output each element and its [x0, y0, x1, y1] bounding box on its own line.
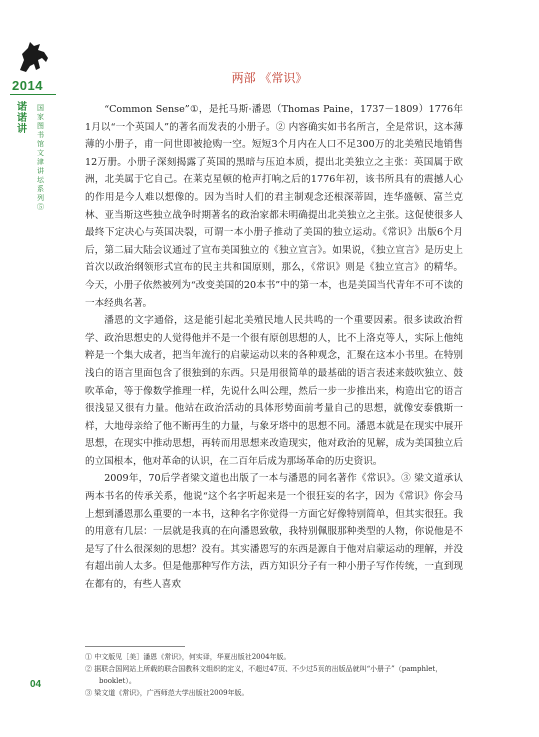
- paragraph: “Common Sense”①，是托马斯·潘恩（Thomas Paine，1737－1809）1776年1月以“一个英国人”的著名而发表的小册子。② 内容确实如书名所言，全是常识，这本薄薄的小册子，甫一问世即被抢购一空。短短3个月内在人口不足300万的北美殖民地销售12万册。小册子深刻揭露了英国的黑暗与压迫本质，提出北美独立之主张：英国属于欧洲，北美属于它自己。在莱克星顿的枪声打响之后的1776年初，该书所具有的震撼人心的作用是今人难以想像的。因为当时人们的君主制观念还根深蒂固，连华盛顿、富兰克林、亚当斯这些独立战争时期著名的政治家都未明确提出北美独立之主张。这促使很多人最终下定决心与英国决裂，可谓一本小册子推动了美国的独立运动。《常识》出版6个月后，第二届大陆会议通过了宣布美国独立的《独立宣言》。如果说，《独立宣言》是历史上首次以政治纲领形式宣布的民主共和国原则，那么，《常识》则是《独立宣言》的精华。今天，小册子依然被列为“改变美国的20本书”中的第一本，也是美国当代青年不可不读的一本经典名著。: [85, 104, 463, 309]
- year-rule: [10, 94, 56, 95]
- page-number: 04: [30, 679, 42, 690]
- footnotes: [85, 651, 463, 699]
- sidebar: [0, 0, 66, 737]
- paragraph: 潘恩的文字通俗，这是能引起北美殖民地人民共鸣的一个重要因素。很多读政治哲学、政治思想史的人觉得他并不是一个很有原创思想的人，比不上洛克等人，实际上他纯粹是一个集大成者，把当年流行的启蒙运动以来的各种观念，汇聚在这本小书里。在特别浅白的语言里面包含了很独到的东西。只是用很简单的最基础的语言表述来鼓吹独立、鼓吹革命，等于像数学推理一样，先说什么叫公理，然后一步一步推出来，构造出它的语言很浅显又很有力量。他站在政治活动的具体形势面前考量自己的思想，就像安泰俄斯一样，大地母亲给了他不断再生的力量，与象牙塔中的思想不同。潘恩本就是在现实中展开思想，在现实中推动思想，再转而用思想来改造现实，他对政治的见解，成为美国独立后的立国根本，他对革命的认识，在二百年后成为那场革命的历史资识。: [85, 315, 463, 467]
- footnote-rule: [85, 646, 185, 647]
- year-label: 2014: [12, 78, 43, 93]
- section-heading: 两部 《常识》: [231, 71, 308, 85]
- footnote: ① 中文版见［美］潘恩《常识》，何实译，华夏出版社2004年版。: [85, 653, 291, 661]
- body-text: [85, 101, 463, 594]
- paragraph: 2009年，70后学者梁文道也出版了一本与潘恩的同名著作《常识》。③ 梁文道承认两本书名的传承关系，他说“这个名字听起来是一个很狂妄的名字，因为《常识》你会马上想到潘恩那么重要的一本书，这种名字你觉得一方面它好像特别简单，但其实很狂。我的用意有几层：一层就是我真的在向潘恩致敬，我特别佩服那种类型的人物，你说他是不是写了什么很深刻的思想？没有。其实潘恩写的东西是源自于他对启蒙运动的理解，并没有超出前人太多。但是他那种写作方法，西方知识分子有一种小册子写作传统，一直到现在都有的，有些人喜欢: [85, 473, 463, 591]
- footnote: ③ 梁文道《常识》，广西师范大学出版社2009年版。: [85, 689, 249, 697]
- series-subtitle: 国家图书馆文津讲坛系列⑤: [37, 104, 44, 211]
- footnote: ② 据联合国网站上所载的联合国教科文组织的定义，不超过47页、不少过5页的出版品就叫“小册子”（pamphlet，booklet）。: [85, 665, 443, 685]
- series-title: 诺诺讲: [17, 102, 27, 135]
